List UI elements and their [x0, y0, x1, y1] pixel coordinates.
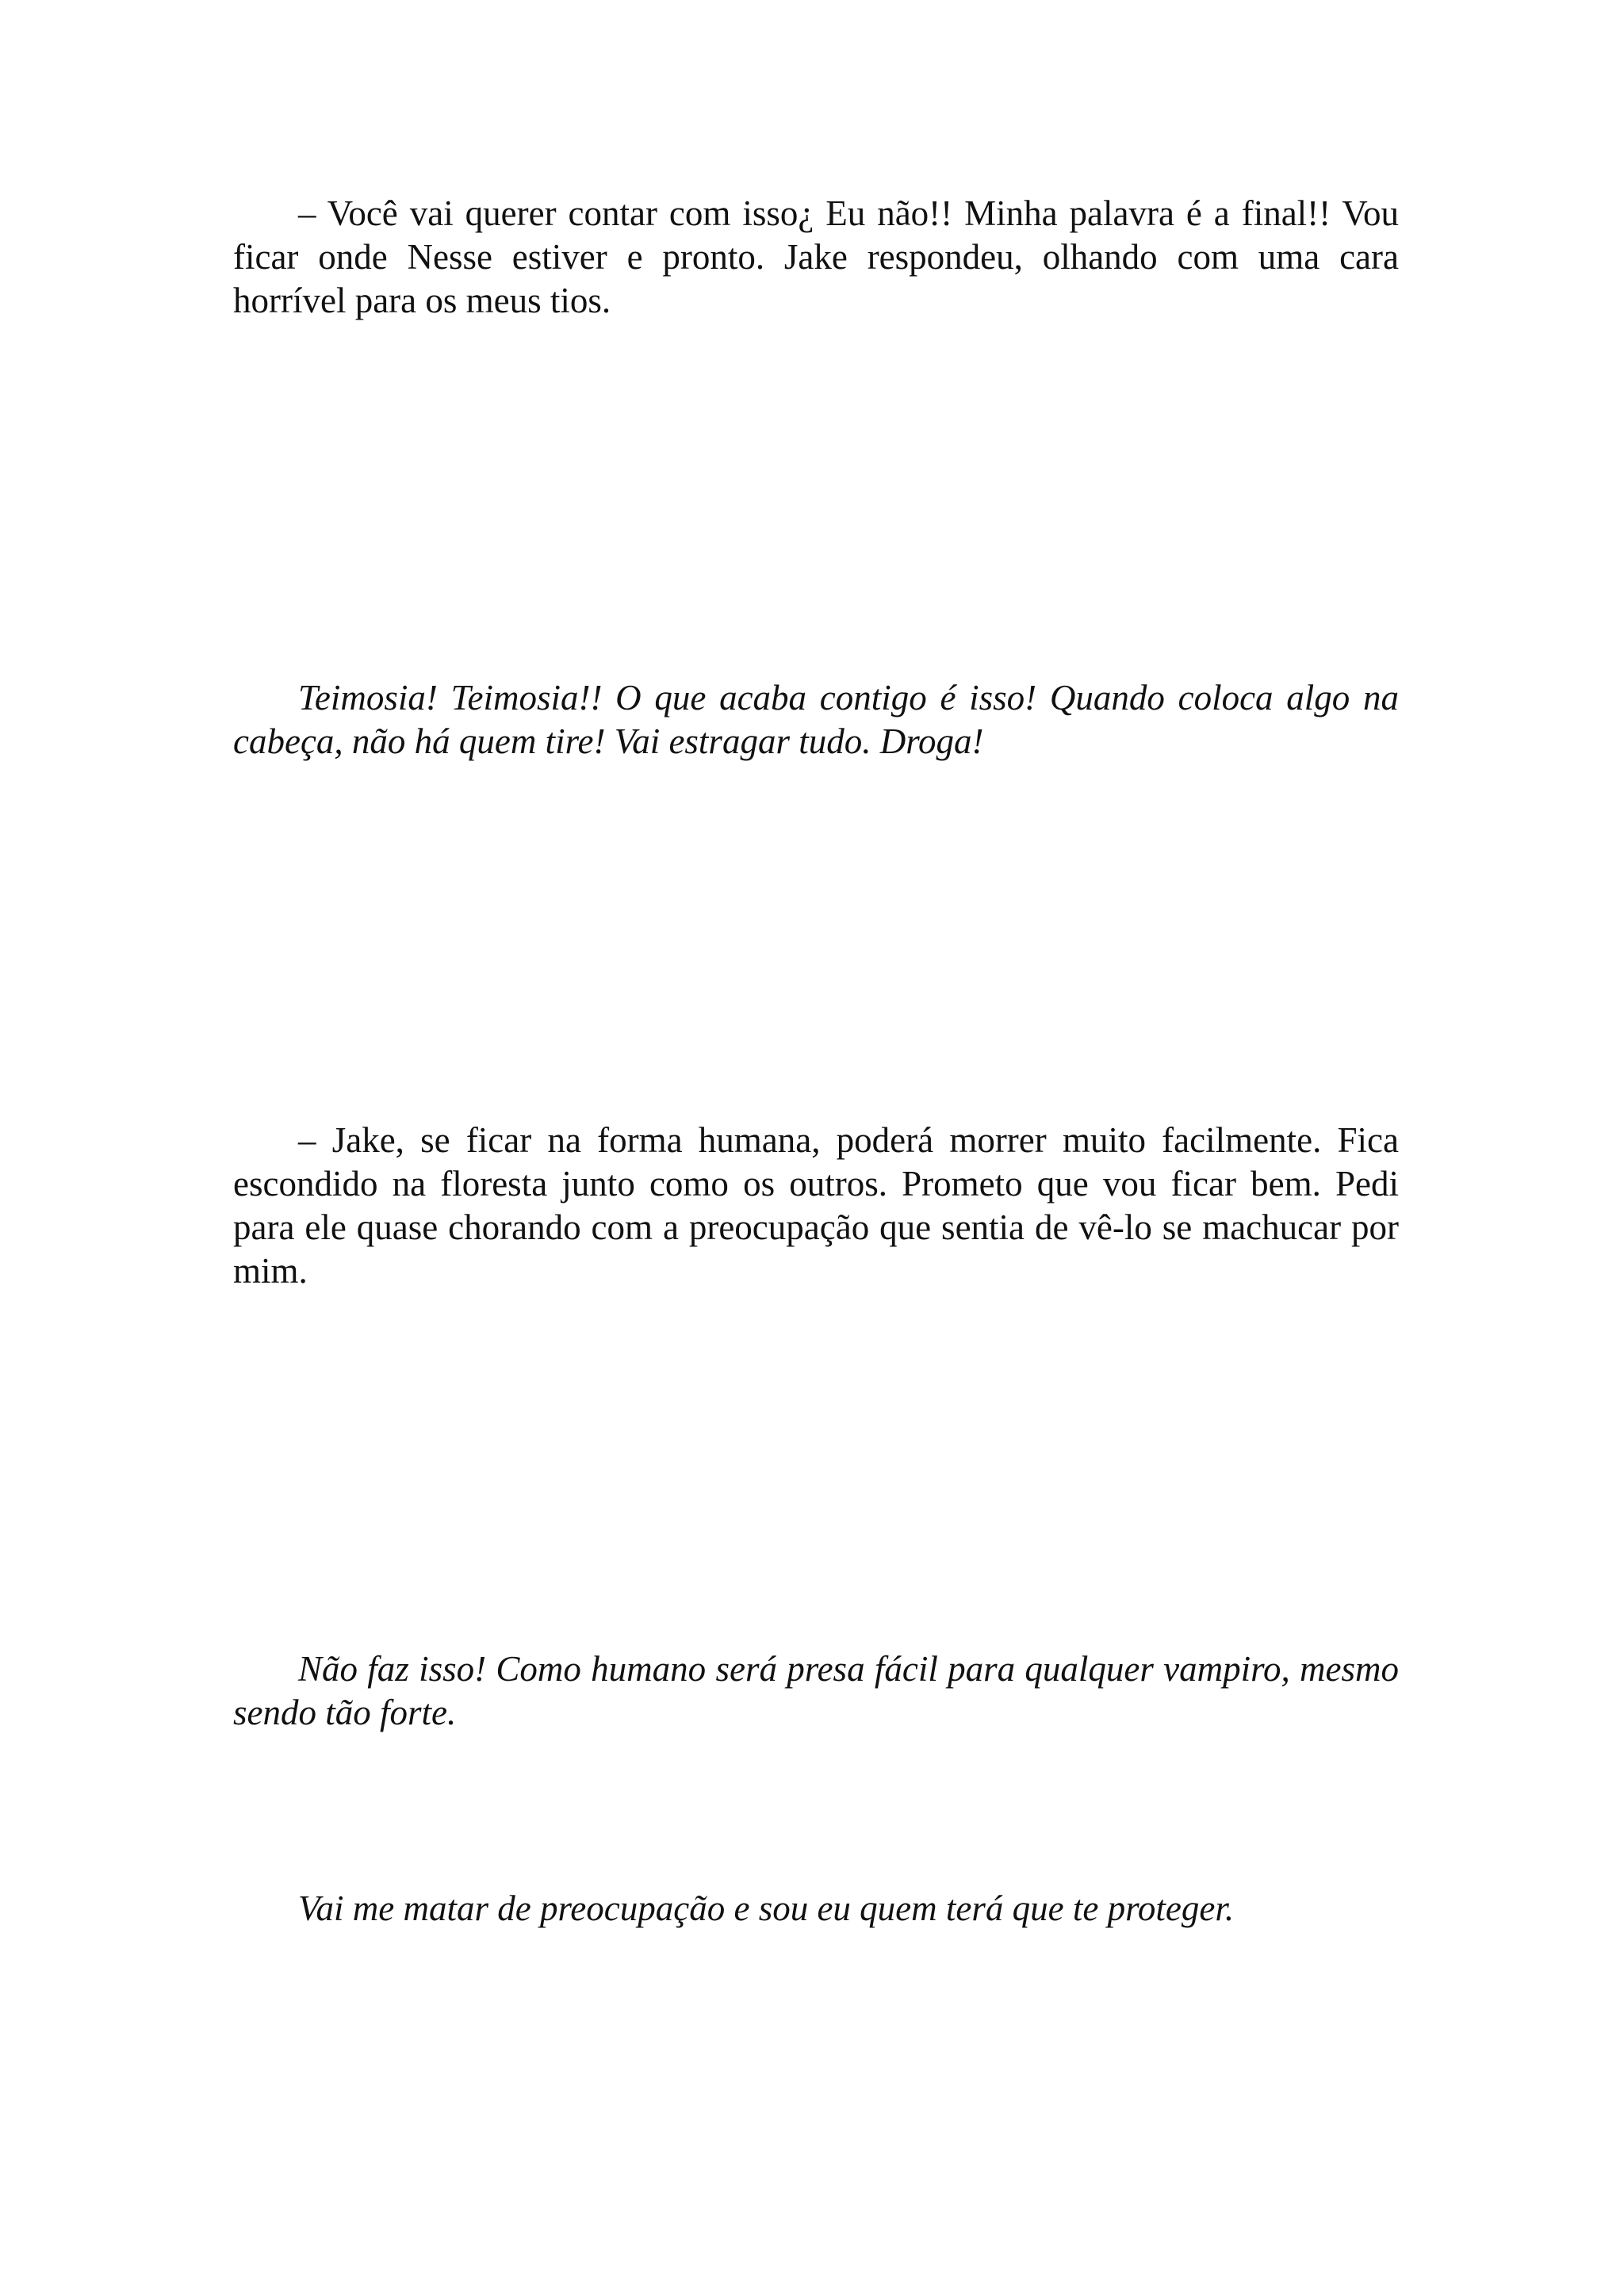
paragraph-thought-stubbornness: Teimosia! Teimosia!! O que acaba contigo é isso! Quando coloca algo na cabeça, não há quem tire! Vai estragar tudo. Droga! [233, 678, 1399, 761]
paragraph-thought-worry: Vai me matar de preocupação e sou eu quem terá que te proteger. [298, 1888, 1235, 1928]
paragraph-dialogue-jake: – Você vai querer contar com isso¿ Eu não!! Minha palavra é a final!! Vou ficar onde Nesse estiver e pronto. Jake respondeu, olhando com uma cara horrível para os meus tios. [233, 193, 1399, 320]
paragraph-thought-warning: Não faz isso! Como humano será presa fácil para qualquer vampiro, mesmo sendo tão forte. [233, 1649, 1399, 1732]
paragraph-dialogue-plea: – Jake, se ficar na forma humana, poderá morrer muito facilmente. Fica escondido na floresta junto como os outros. Prometo que vou ficar bem. Pedi para ele quase chorando com a preocupação que sentia de vê-lo se machucar por mim. [233, 1120, 1399, 1291]
